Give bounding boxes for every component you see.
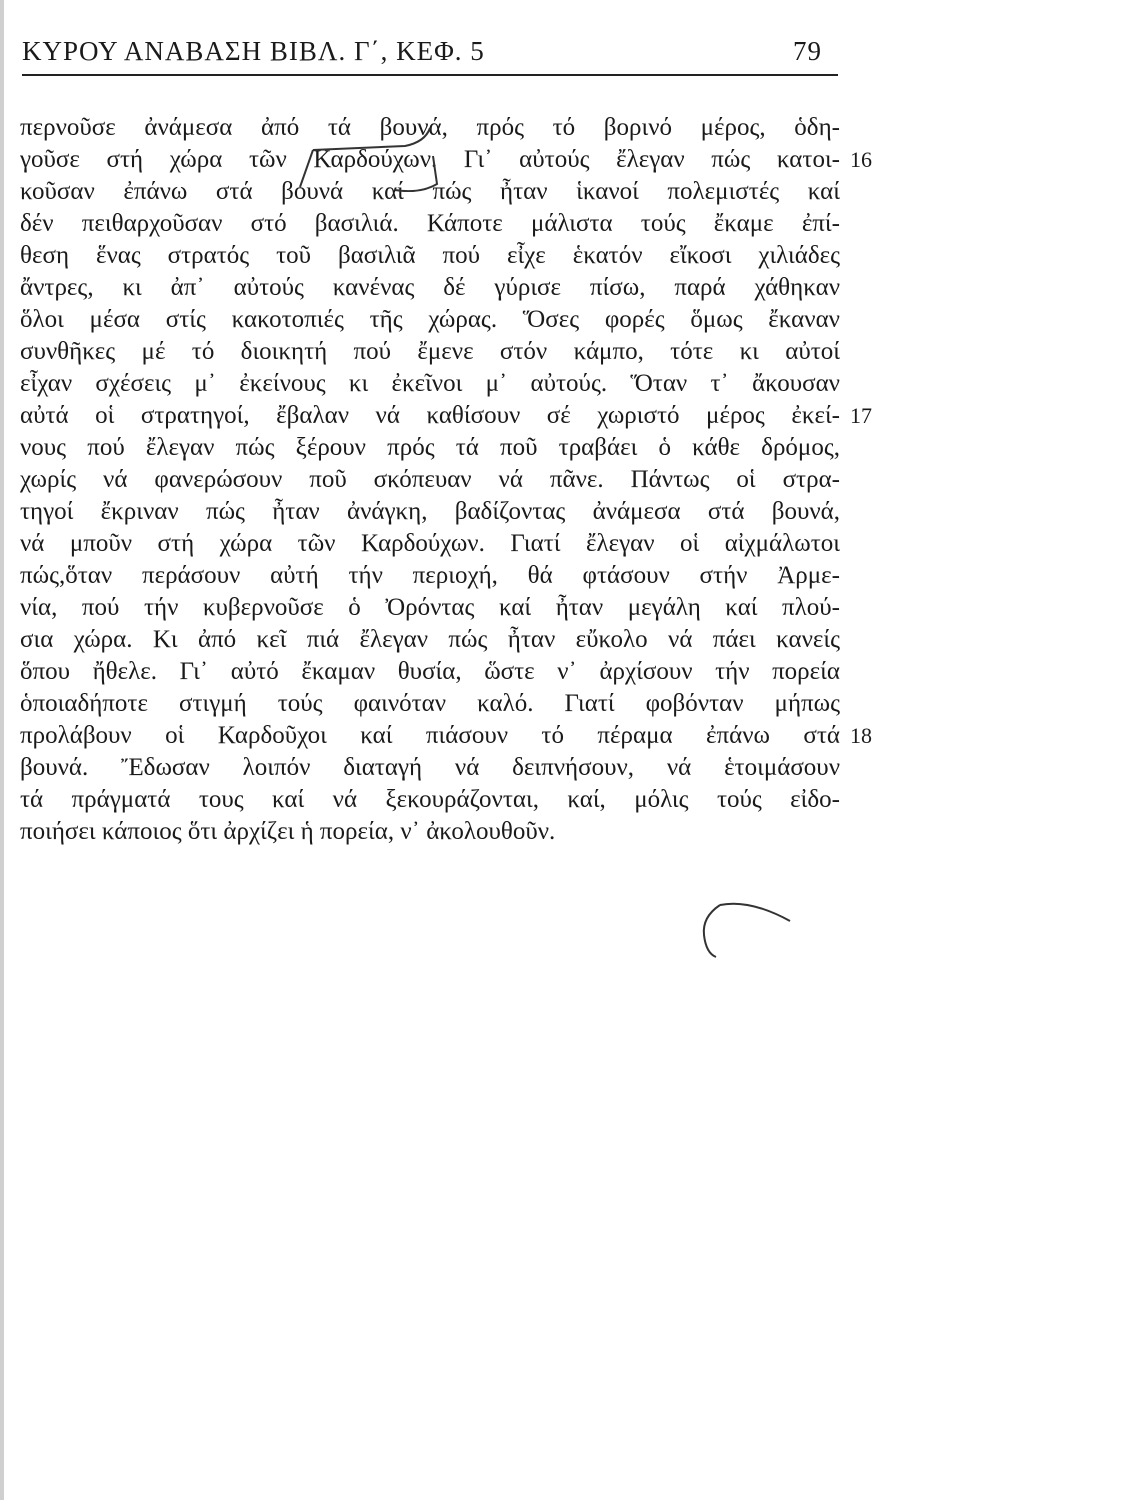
pen-end-mark: [690, 895, 810, 965]
text-line: ὁποιαδήποτε στιγμή τούς φαινόταν καλό. Γιατί φοβόνταν μήπως: [20, 690, 840, 717]
text-line: χωρίς νά φανερώσουν ποῦ σκόπευαν νά πᾶνε. Πάντως οἱ στρα-: [20, 466, 840, 493]
text-line: ἄντρες, κι ἀπ᾿ αὐτούς κανένας δέ γύρισε πίσω, παρά χάθηκαν: [20, 274, 840, 301]
text-line: κοῦσαν ἐπάνω στά βουνά καί πώς ἦταν ἱκανοί πολεμιστές καί: [20, 178, 840, 205]
text-line: γοῦσε στή χώρα τῶν Καρδούχων. Γι᾿ αὐτούς ἔλεγαν πώς κατοι-: [20, 146, 840, 173]
section-number: 17: [850, 403, 872, 428]
running-header: [22, 34, 822, 68]
section-number: 16: [850, 147, 872, 172]
text-line: νά μποῦν στή χώρα τῶν Καρδούχων. Γιατί ἔλεγαν οἱ αἰχμάλωτοι: [20, 530, 840, 557]
section-number: 18: [850, 723, 872, 748]
text-line: νία, πού τήν κυβερνοῦσε ὁ Ὀρόντας καί ἦταν μεγάλη καί πλού-: [20, 594, 840, 621]
text-line: δέν πειθαρχοῦσαν στό βασιλιά. Κάποτε μάλιστα τούς ἔκαμε ἐπί-: [20, 210, 840, 237]
text-line: νους πού ἔλεγαν πώς ξέρουν πρός τά ποῦ τραβάει ὁ κάθε δρόμος,: [20, 434, 840, 461]
scan-edge-shadow: [0, 0, 4, 1500]
text-line: θεση ἕνας στρατός τοῦ βασιλιᾶ πού εἶχε ἑκατόν εἴκοσι χιλιάδες: [20, 242, 840, 269]
text-line: προλάβουν οἱ Καρδοῦχοι καί πιάσουν τό πέραμα ἐπάνω στά: [20, 722, 840, 749]
text-line: περνοῦσε ἀνάμεσα ἀπό τά βουνά, πρός τό βορινό μέρος, ὁδη-: [20, 114, 840, 141]
text-line: ὅπου ἤθελε. Γι᾿ αὐτό ἔκαμαν θυσία, ὥστε ν᾿ ἀρχίσουν τήν πορεία: [20, 658, 840, 685]
body-text: [20, 112, 840, 848]
text-line: σια χώρα. Κι ἀπό κεῖ πιά ἔλεγαν πώς ἦταν εὔκολο νά πάει κανείς: [20, 626, 840, 653]
page-number: 79: [793, 36, 822, 66]
header-rule: [22, 74, 838, 76]
text-line: εἶχαν σχέσεις μ᾿ ἐκείνους κι ἐκεῖνοι μ᾿ αὐτούς. Ὅταν τ᾿ ἄκουσαν: [20, 370, 840, 397]
text-line: πώς,ὅταν περάσουν αὐτή τήν περιοχή, θά φτάσουν στήν Ἀρμε-: [20, 562, 840, 589]
text-line: συνθῆκες μέ τό διοικητή πού ἔμενε στόν κάμπο, τότε κι αὐτοί: [20, 338, 840, 365]
text-line: βουνά. Ἔδωσαν λοιπόν διαταγή νά δειπνήσουν, νά ἑτοιμάσουν: [20, 754, 840, 781]
text-line: τά πράγματά τους καί νά ξεκουράζονται, καί, μόλις τούς εἰδο-: [20, 786, 840, 813]
text-line: αὐτά οἱ στρατηγοί, ἔβαλαν νά καθίσουν σέ χωριστό μέρος ἐκεί-: [20, 402, 840, 429]
text-line: τηγοί ἔκριναν πώς ἦταν ἀνάγκη, βαδίζοντας ἀνάμεσα στά βουνά,: [20, 498, 840, 525]
running-title: ΚΥΡΟΥ ΑΝΑΒΑΣΗ ΒΙΒΛ. Γ΄, ΚΕΦ. 5: [22, 36, 485, 66]
text-line: ὅλοι μέσα στίς κακοτοπιές τῆς χώρας. Ὅσες φορές ὅμως ἔκαναν: [20, 306, 840, 333]
text-line: ποιήσει κάποιος ὅτι ἀρχίζει ἡ πορεία, ν᾿ ἀκολουθοῦν.: [20, 818, 556, 845]
